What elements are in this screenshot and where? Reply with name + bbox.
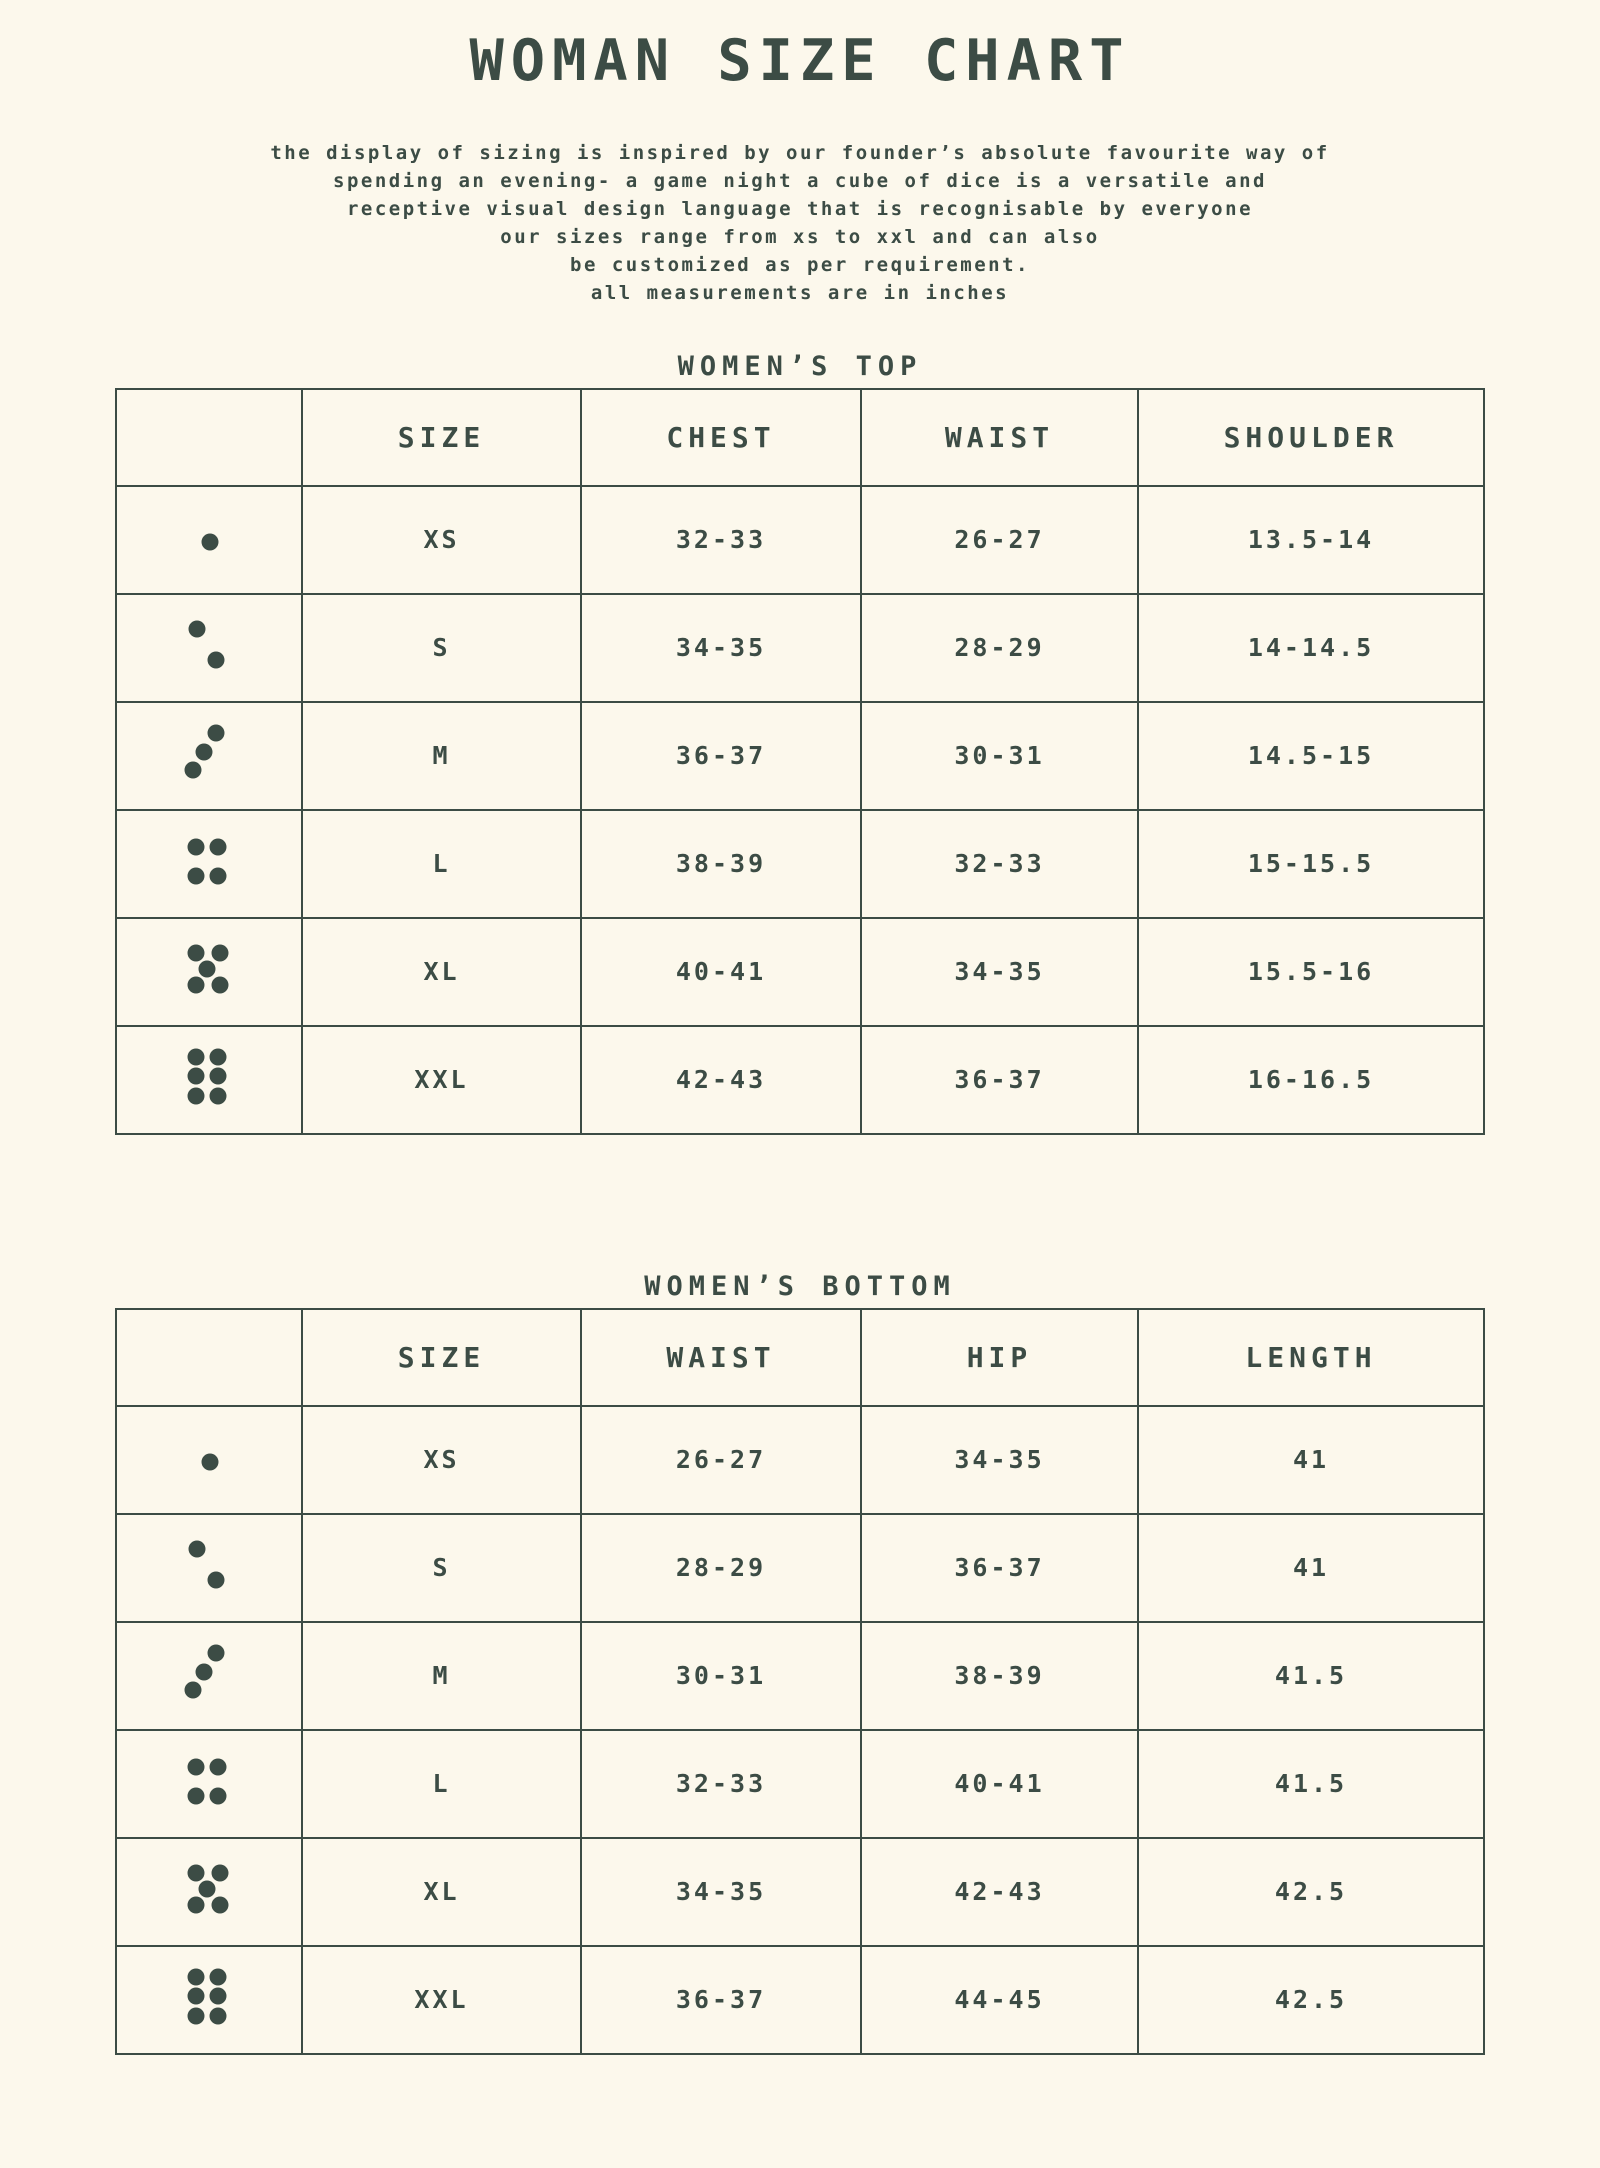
shoulder-column-header: SHOULDER xyxy=(1138,389,1484,486)
waist-cell: 34-35 xyxy=(581,1838,861,1946)
waist-cell: 34-35 xyxy=(861,918,1138,1026)
die-4-icon xyxy=(176,831,242,897)
waist-cell: 30-31 xyxy=(581,1622,861,1730)
die-4-icon xyxy=(176,1751,242,1817)
waist-cell: 28-29 xyxy=(861,594,1138,702)
waist-cell: 36-37 xyxy=(581,1946,861,2054)
die-pip xyxy=(211,1896,228,1913)
waist-cell: 26-27 xyxy=(581,1406,861,1514)
length-cell: 42.5 xyxy=(1138,1946,1484,2054)
die-cell xyxy=(116,1622,302,1730)
die-pip xyxy=(188,838,205,855)
die-pip xyxy=(199,961,216,978)
table-row-xs xyxy=(116,1406,1484,1514)
die-6-icon xyxy=(176,1047,242,1113)
die-pip xyxy=(195,1664,212,1681)
die-pip xyxy=(210,1068,227,1085)
hip-cell: 36-37 xyxy=(861,1514,1138,1622)
die-pip xyxy=(188,1758,205,1775)
intro-line: all measurements are in inches xyxy=(590,281,1010,304)
size-cell: XS xyxy=(302,486,581,594)
hip-cell: 38-39 xyxy=(861,1622,1138,1730)
die-pip xyxy=(202,534,219,551)
table-row-m xyxy=(116,1622,1484,1730)
intro-line: be customized as per requirement. xyxy=(570,253,1030,276)
die-pip xyxy=(188,945,205,962)
womens-bottom-heading: WOMEN’S BOTTOM xyxy=(644,1270,956,1302)
die-pip xyxy=(189,621,206,638)
die-pip xyxy=(188,1049,205,1066)
die-pip xyxy=(210,1758,227,1775)
size-column-header: SIZE xyxy=(302,1309,581,1406)
size-column-header: SIZE xyxy=(302,389,581,486)
die-pip xyxy=(211,976,228,993)
die-cell xyxy=(116,918,302,1026)
intro-text xyxy=(0,139,1600,307)
table-row-xxl xyxy=(116,1026,1484,1134)
waist-cell: 26-27 xyxy=(861,486,1138,594)
size-cell: XS xyxy=(302,1406,581,1514)
die-3-icon xyxy=(176,723,242,789)
die-3-icon xyxy=(176,1643,242,1709)
hip-cell: 34-35 xyxy=(861,1406,1138,1514)
chest-cell: 40-41 xyxy=(581,918,861,1026)
die-pip xyxy=(195,744,212,761)
die-2-icon xyxy=(176,1535,242,1601)
die-cell xyxy=(116,1026,302,1134)
die-5-icon xyxy=(176,1859,242,1925)
size-cell: XL xyxy=(302,1838,581,1946)
hip-cell: 44-45 xyxy=(861,1946,1138,2054)
chest-column-header: CHEST xyxy=(581,389,861,486)
die-pip xyxy=(207,1571,224,1588)
die-pip xyxy=(188,1865,205,1882)
die-pip xyxy=(210,838,227,855)
waist-cell: 32-33 xyxy=(581,1730,861,1838)
die-pip xyxy=(188,1087,205,1104)
die-cell xyxy=(116,1514,302,1622)
die-pip xyxy=(210,1988,227,2005)
die-pip xyxy=(202,1454,219,1471)
die-pip xyxy=(188,976,205,993)
womens-top-table xyxy=(115,388,1485,1135)
table-row-xxl xyxy=(116,1946,1484,2054)
die-pip xyxy=(210,867,227,884)
die-pip xyxy=(188,1787,205,1804)
waist-cell: 36-37 xyxy=(861,1026,1138,1134)
die-pip xyxy=(188,1896,205,1913)
size-cell: S xyxy=(302,1514,581,1622)
die-column-header xyxy=(116,1309,302,1406)
length-cell: 41 xyxy=(1138,1406,1484,1514)
table-row-l xyxy=(116,810,1484,918)
womens-top-section xyxy=(0,351,1600,1135)
shoulder-cell: 15.5-16 xyxy=(1138,918,1484,1026)
table-row-m xyxy=(116,702,1484,810)
shoulder-cell: 15-15.5 xyxy=(1138,810,1484,918)
die-cell xyxy=(116,486,302,594)
header-row xyxy=(116,1309,1484,1406)
die-pip xyxy=(210,1087,227,1104)
die-pip xyxy=(188,2007,205,2024)
chest-cell: 32-33 xyxy=(581,486,861,594)
size-cell: XXL xyxy=(302,1026,581,1134)
table-row-s xyxy=(116,1514,1484,1622)
die-cell xyxy=(116,1730,302,1838)
die-pip xyxy=(210,1969,227,1986)
hip-cell: 42-43 xyxy=(861,1838,1138,1946)
waist-cell: 32-33 xyxy=(861,810,1138,918)
table-row-xl xyxy=(116,918,1484,1026)
size-cell: S xyxy=(302,594,581,702)
die-pip xyxy=(207,651,224,668)
chest-cell: 34-35 xyxy=(581,594,861,702)
length-cell: 41.5 xyxy=(1138,1730,1484,1838)
die-pip xyxy=(188,1969,205,1986)
die-pip xyxy=(189,1541,206,1558)
die-cell xyxy=(116,594,302,702)
intro-line: our sizes range from xs to xxl and can also xyxy=(500,225,1100,248)
womens-bottom-section xyxy=(0,1271,1600,2055)
womens-bottom-table xyxy=(115,1308,1485,2055)
table-row-xl xyxy=(116,1838,1484,1946)
die-pip xyxy=(211,945,228,962)
shoulder-cell: 14.5-15 xyxy=(1138,702,1484,810)
size-cell: M xyxy=(302,1622,581,1730)
intro-line: spending an evening- a game night a cube of dice is a versatile and xyxy=(333,169,1267,192)
die-cell xyxy=(116,810,302,918)
die-cell xyxy=(116,1946,302,2054)
die-pip xyxy=(184,1682,201,1699)
die-pip xyxy=(188,1988,205,2005)
die-cell xyxy=(116,1406,302,1514)
die-pip xyxy=(211,1865,228,1882)
die-cell xyxy=(116,1838,302,1946)
die-pip xyxy=(210,2007,227,2024)
shoulder-cell: 14-14.5 xyxy=(1138,594,1484,702)
die-pip xyxy=(207,1645,224,1662)
shoulder-cell: 16-16.5 xyxy=(1138,1026,1484,1134)
waist-cell: 28-29 xyxy=(581,1514,861,1622)
table-row-s xyxy=(116,594,1484,702)
table-row-l xyxy=(116,1730,1484,1838)
die-1-icon xyxy=(176,1427,242,1493)
length-column-header: LENGTH xyxy=(1138,1309,1484,1406)
intro-line: the display of sizing is inspired by our founder’s absolute favourite way of xyxy=(270,141,1330,164)
chest-cell: 42-43 xyxy=(581,1026,861,1134)
chest-cell: 36-37 xyxy=(581,702,861,810)
die-pip xyxy=(188,1068,205,1085)
shoulder-cell: 13.5-14 xyxy=(1138,486,1484,594)
womens-top-heading: WOMEN’S TOP xyxy=(677,350,923,382)
chest-cell: 38-39 xyxy=(581,810,861,918)
size-cell: XL xyxy=(302,918,581,1026)
size-cell: L xyxy=(302,810,581,918)
waist-column-header: WAIST xyxy=(861,389,1138,486)
waist-column-header: WAIST xyxy=(581,1309,861,1406)
size-cell: L xyxy=(302,1730,581,1838)
hip-cell: 40-41 xyxy=(861,1730,1138,1838)
header-row xyxy=(116,389,1484,486)
die-pip xyxy=(188,867,205,884)
table-row-xs xyxy=(116,486,1484,594)
die-pip xyxy=(210,1049,227,1066)
die-2-icon xyxy=(176,615,242,681)
die-6-icon xyxy=(176,1967,242,2033)
page-title: WOMAN SIZE CHART xyxy=(469,28,1131,94)
length-cell: 41.5 xyxy=(1138,1622,1484,1730)
waist-cell: 30-31 xyxy=(861,702,1138,810)
die-pip xyxy=(184,762,201,779)
size-cell: M xyxy=(302,702,581,810)
die-pip xyxy=(207,725,224,742)
hip-column-header: HIP xyxy=(861,1309,1138,1406)
die-pip xyxy=(199,1881,216,1898)
die-1-icon xyxy=(176,507,242,573)
die-5-icon xyxy=(176,939,242,1005)
size-cell: XXL xyxy=(302,1946,581,2054)
intro-line: receptive visual design language that is recognisable by everyone xyxy=(346,197,1254,220)
die-cell xyxy=(116,702,302,810)
length-cell: 42.5 xyxy=(1138,1838,1484,1946)
die-column-header xyxy=(116,389,302,486)
die-pip xyxy=(210,1787,227,1804)
length-cell: 41 xyxy=(1138,1514,1484,1622)
